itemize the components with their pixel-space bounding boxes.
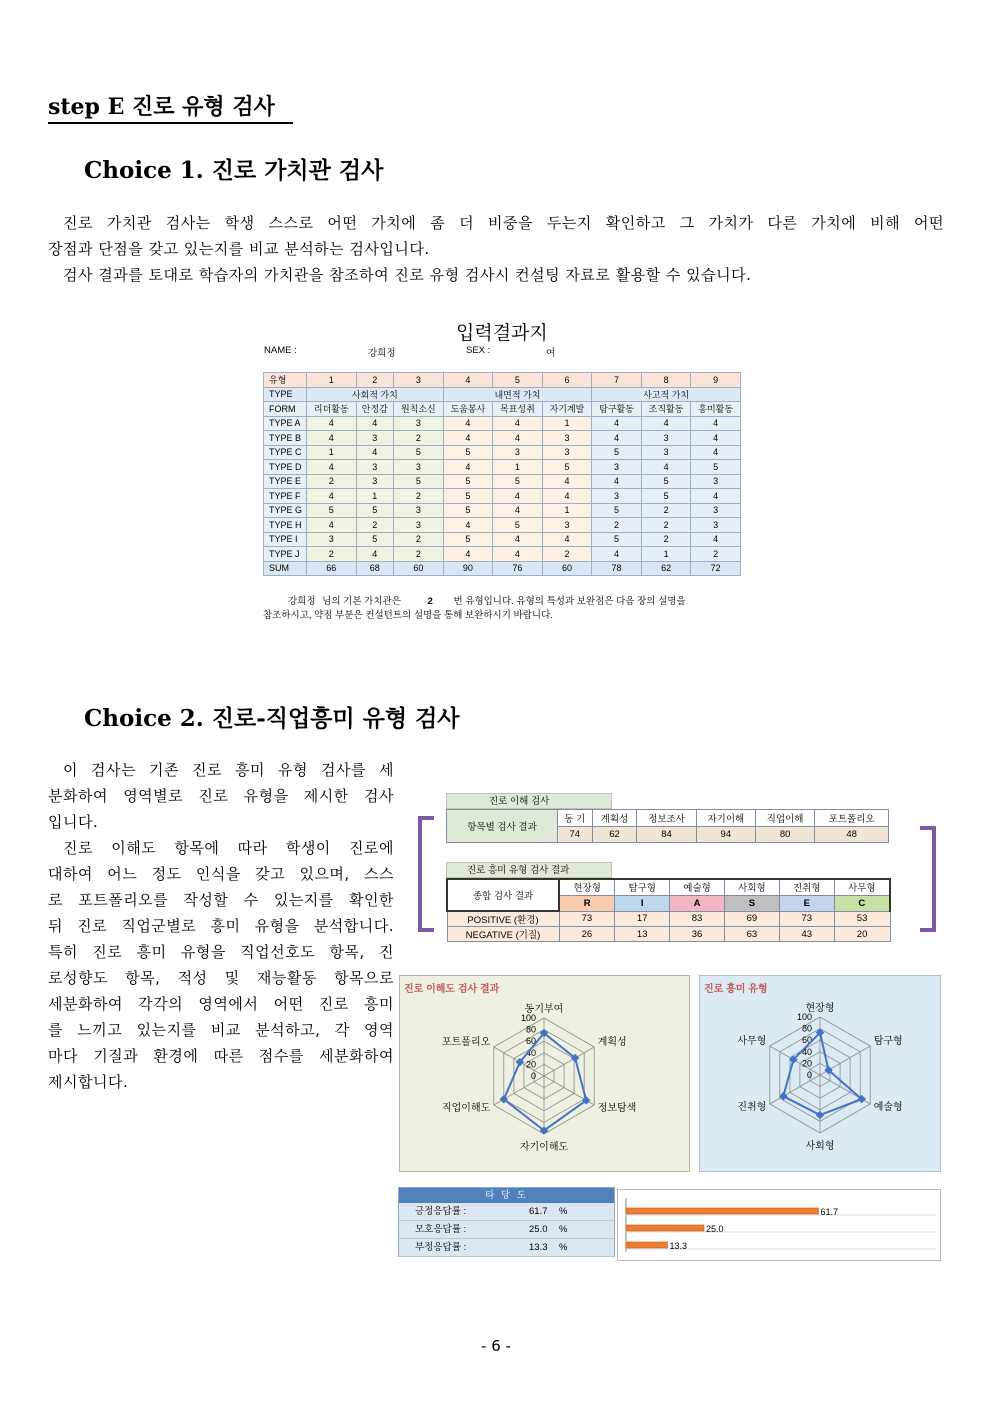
row-value: 4 bbox=[691, 431, 741, 446]
choice1-para1-line1: 진로 가치관 검사는 학생 스스로 어떤 가치에 좀 더 비중을 두는지 확인하고 그 가치가 다른 가치에 비해 어떤 bbox=[63, 214, 944, 232]
type-no-label: 유형 bbox=[264, 373, 307, 388]
validity-label: 부정응답률 : bbox=[415, 1242, 467, 1253]
interest-header: 탐구형 bbox=[615, 879, 670, 895]
table-row bbox=[264, 489, 741, 504]
choice2-line: 마다 기질과 환경에 따른 점수를 세분화하여 bbox=[48, 1047, 394, 1065]
choice2-line: 로성향도 항목, 적성 및 재능활동 항목으로 bbox=[48, 969, 394, 987]
understanding-value: 62 bbox=[592, 827, 637, 843]
form-name: 안정감 bbox=[356, 402, 394, 417]
choice1-title: Choice 1. 진로 가치관 검사 bbox=[84, 157, 384, 184]
row-value: 4 bbox=[356, 416, 394, 431]
positive-value: 17 bbox=[615, 911, 670, 927]
row-value: 3 bbox=[394, 460, 444, 475]
understanding-value: 48 bbox=[815, 827, 889, 843]
type-number: 6 bbox=[542, 373, 592, 388]
row-value: 5 bbox=[542, 460, 592, 475]
validity-bar-svg bbox=[618, 1190, 940, 1260]
negative-value: 63 bbox=[724, 927, 779, 942]
sex-label: SEX : bbox=[466, 345, 491, 356]
interest-title: 진로 흥미 유형 검사 결과 bbox=[446, 862, 612, 878]
type-number: 7 bbox=[592, 373, 642, 388]
row-value: 4 bbox=[592, 547, 642, 562]
row-value: 4 bbox=[691, 445, 741, 460]
form-name: 리더활동 bbox=[307, 402, 357, 417]
validity-row bbox=[399, 1221, 614, 1239]
sheet-note-line1 bbox=[288, 593, 686, 607]
row-value: 4 bbox=[307, 431, 357, 446]
understanding-header: 직업이해 bbox=[755, 810, 814, 827]
sheet-note-line2: 참조하시고, 약점 부분은 컨설턴트의 설명을 통해 보완하시기 바랍니다. bbox=[263, 610, 553, 621]
table-row bbox=[264, 431, 741, 446]
radar-tick-label: 20 bbox=[525, 1059, 536, 1070]
validity-label: 긍정응답률 : bbox=[415, 1206, 467, 1217]
form-name: 목표성취 bbox=[493, 402, 543, 417]
positive-value: 83 bbox=[670, 911, 725, 927]
note-mid: 님의 기본 가치관은 bbox=[322, 596, 401, 607]
radar-axis-label: 자기이해도 bbox=[519, 1142, 569, 1153]
negative-value: 26 bbox=[559, 927, 615, 942]
understanding-radar-panel bbox=[399, 975, 690, 1172]
validity-unit: % bbox=[559, 1242, 568, 1253]
form-name: 흥미활동 bbox=[691, 402, 741, 417]
row-value: 4 bbox=[691, 416, 741, 431]
row-value: 2 bbox=[394, 532, 444, 547]
radar2-title: 진로 흥미 유형 bbox=[704, 984, 768, 995]
row-label: TYPE J bbox=[264, 547, 307, 562]
validity-bar-label: 13.3 bbox=[669, 1241, 688, 1251]
negative-value: 20 bbox=[834, 927, 890, 942]
understanding-row-label: 항목별 검사 결과 bbox=[447, 810, 558, 843]
row-label: TYPE G bbox=[264, 503, 307, 518]
radar-point bbox=[779, 1092, 787, 1100]
row-value: 5 bbox=[443, 503, 493, 518]
row-value: 5 bbox=[443, 489, 493, 504]
understanding-value: 84 bbox=[637, 827, 696, 843]
choice2-title: Choice 2. 진로-직업흥미 유형 검사 bbox=[84, 705, 460, 732]
row-value: 5 bbox=[592, 532, 642, 547]
row-value: 3 bbox=[493, 445, 543, 460]
validity-block bbox=[398, 1187, 615, 1257]
row-value: 5 bbox=[443, 532, 493, 547]
name-value: 강희정 bbox=[368, 348, 396, 359]
form-name: 조직활동 bbox=[641, 402, 691, 417]
validity-bar-label: 25.0 bbox=[706, 1224, 724, 1234]
row-value: 1 bbox=[493, 460, 543, 475]
row-value: 2 bbox=[542, 547, 592, 562]
radar-tick-label: 0 bbox=[806, 1070, 812, 1080]
row-value: 4 bbox=[443, 431, 493, 446]
table-row bbox=[264, 416, 741, 431]
validity-bar-chart bbox=[617, 1189, 941, 1261]
row-value: 4 bbox=[493, 547, 543, 562]
radar-tick-label: 100 bbox=[796, 1012, 812, 1022]
row-value: 5 bbox=[592, 503, 642, 518]
form-name: 도움봉사 bbox=[443, 402, 493, 417]
validity-bar-label: 61.7 bbox=[820, 1207, 839, 1217]
row-value: 3 bbox=[592, 489, 642, 504]
understanding-value: 94 bbox=[696, 827, 755, 843]
interest-radar-panel bbox=[699, 975, 941, 1172]
radar-axis-label: 사무형 bbox=[737, 1036, 767, 1047]
row-value: 4 bbox=[592, 474, 642, 489]
positive-value: 73 bbox=[779, 911, 834, 927]
left-bracket bbox=[420, 818, 434, 930]
type-number: 3 bbox=[394, 373, 444, 388]
understanding-table bbox=[446, 809, 889, 843]
validity-row bbox=[399, 1239, 614, 1257]
radar-axis-label: 직업이해도 bbox=[441, 1103, 491, 1114]
row-value: 4 bbox=[493, 416, 543, 431]
radar-axis-label: 탐구형 bbox=[873, 1036, 903, 1047]
sex-value: 여 bbox=[546, 348, 556, 359]
type-number: 9 bbox=[691, 373, 741, 388]
row-value: 4 bbox=[356, 547, 394, 562]
understanding-header: 계획성 bbox=[592, 810, 637, 827]
interest-code: S bbox=[724, 895, 779, 911]
table-row bbox=[264, 460, 741, 475]
choice2-paragraph bbox=[48, 757, 394, 1095]
sum-value: 62 bbox=[641, 561, 691, 576]
page-number: - 6 - bbox=[481, 1337, 511, 1355]
row-value: 5 bbox=[443, 445, 493, 460]
interest-code: I bbox=[615, 895, 670, 911]
row-value: 5 bbox=[394, 474, 444, 489]
row-value: 4 bbox=[592, 416, 642, 431]
row-value: 2 bbox=[641, 518, 691, 533]
row-label: TYPE A bbox=[264, 416, 307, 431]
understanding-header: 정보조사 bbox=[637, 810, 696, 827]
interest-header: 사무형 bbox=[834, 879, 890, 895]
row-value: 2 bbox=[641, 532, 691, 547]
row-value: 2 bbox=[592, 518, 642, 533]
choice2-line: 진로 이해도 항목에 따라 학생이 진로에 bbox=[63, 839, 394, 857]
table-row bbox=[264, 518, 741, 533]
interest-code: A bbox=[670, 895, 725, 911]
form-name: 탐구활동 bbox=[592, 402, 642, 417]
row-value: 2 bbox=[307, 474, 357, 489]
row-value: 3 bbox=[356, 460, 394, 475]
sum-value: 78 bbox=[592, 561, 642, 576]
radar-axis-label: 현장형 bbox=[805, 1003, 835, 1014]
radar-spoke bbox=[544, 1047, 594, 1076]
choice2-line: 로 포트폴리오를 작성할 수 있는지를 확인한 bbox=[48, 891, 394, 909]
row-value: 3 bbox=[641, 431, 691, 446]
row-value: 4 bbox=[691, 489, 741, 504]
interest-header: 사회형 bbox=[724, 879, 779, 895]
value-group: 내면적 가치 bbox=[443, 387, 592, 402]
radar-tick-label: 40 bbox=[525, 1047, 536, 1058]
row-value: 3 bbox=[394, 416, 444, 431]
row-value: 5 bbox=[493, 474, 543, 489]
understanding-block bbox=[446, 793, 889, 843]
row-value: 4 bbox=[592, 431, 642, 446]
choice2-line: 분화하여 영역별로 진로 유형을 제시한 검사 bbox=[48, 787, 394, 805]
understanding-header: 자기이해 bbox=[696, 810, 755, 827]
radar1-title: 진로 이해도 검사 결과 bbox=[404, 984, 500, 995]
row-value: 2 bbox=[394, 431, 444, 446]
choice2-line: 이 검사는 기존 진로 흥미 유형 검사를 세 bbox=[63, 761, 394, 779]
type-number: 8 bbox=[641, 373, 691, 388]
table-row bbox=[264, 503, 741, 518]
choice1-para1-line2: 장점과 단점을 갖고 있는지를 비교 분석하는 검사입니다. bbox=[48, 240, 430, 258]
row-value: 1 bbox=[542, 503, 592, 518]
value-test-table bbox=[263, 372, 741, 576]
radar-tick-label: 100 bbox=[520, 1013, 536, 1023]
row-value: 4 bbox=[443, 518, 493, 533]
row-value: 4 bbox=[542, 474, 592, 489]
row-value: 3 bbox=[394, 503, 444, 518]
note-num: 2 bbox=[427, 596, 433, 607]
row-value: 4 bbox=[443, 460, 493, 475]
understanding-header: 동 기 bbox=[558, 810, 593, 827]
validity-title: 타 당 도 bbox=[399, 1188, 614, 1203]
interest-header: 예술형 bbox=[670, 879, 725, 895]
row-value: 3 bbox=[394, 518, 444, 533]
interest-code: E bbox=[779, 895, 834, 911]
understanding-title: 진로 이해 검사 bbox=[446, 793, 612, 809]
row-label: TYPE D bbox=[264, 460, 307, 475]
row-value: 4 bbox=[641, 460, 691, 475]
radar-spoke bbox=[770, 1075, 820, 1104]
row-label: TYPE E bbox=[264, 474, 307, 489]
row-value: 1 bbox=[641, 547, 691, 562]
radar1-chart bbox=[400, 976, 689, 1171]
type-label: TYPE bbox=[264, 387, 307, 402]
row-label: TYPE I bbox=[264, 532, 307, 547]
sum-value: 76 bbox=[493, 561, 543, 576]
negative-value: 36 bbox=[670, 927, 725, 942]
type-number: 2 bbox=[356, 373, 394, 388]
row-value: 3 bbox=[691, 518, 741, 533]
type-number: 5 bbox=[493, 373, 543, 388]
radar2-chart bbox=[700, 976, 940, 1171]
row-value: 3 bbox=[542, 431, 592, 446]
row-value: 3 bbox=[542, 518, 592, 533]
row-value: 1 bbox=[542, 416, 592, 431]
row-value: 4 bbox=[307, 518, 357, 533]
row-value: 4 bbox=[493, 489, 543, 504]
interest-header: 현장형 bbox=[559, 879, 615, 895]
radar-tick-label: 60 bbox=[801, 1035, 812, 1046]
understanding-value: 74 bbox=[558, 827, 593, 843]
row-value: 4 bbox=[542, 532, 592, 547]
row-value: 4 bbox=[542, 489, 592, 504]
positive-value: 69 bbox=[724, 911, 779, 927]
choice2-line: 를 느끼고 있는지를 비교 분석하고, 각 영역 bbox=[48, 1021, 394, 1039]
row-value: 2 bbox=[356, 518, 394, 533]
negative-value: 13 bbox=[615, 927, 670, 942]
validity-bar bbox=[626, 1225, 704, 1231]
note-rest: 번 유형입니다. 유형의 특성과 보완점은 다음 장의 설명을 bbox=[453, 596, 686, 607]
positive-value: 53 bbox=[834, 911, 890, 927]
understanding-value: 80 bbox=[755, 827, 814, 843]
form-label: FORM bbox=[264, 402, 307, 417]
interest-block bbox=[446, 862, 891, 942]
row-value: 3 bbox=[691, 503, 741, 518]
row-value: 2 bbox=[307, 547, 357, 562]
interest-code: C bbox=[834, 895, 890, 911]
row-value: 5 bbox=[394, 445, 444, 460]
choice1-para2: 검사 결과를 토대로 학습자의 가치관을 참조하여 진로 유형 검사시 컨설팅 자료로 활용할 수 있습니다. bbox=[63, 266, 752, 284]
row-value: 4 bbox=[493, 431, 543, 446]
row-value: 4 bbox=[443, 547, 493, 562]
radar-axis-label: 정보탐색 bbox=[597, 1103, 637, 1114]
sum-label: SUM bbox=[264, 561, 307, 576]
sum-value: 72 bbox=[691, 561, 741, 576]
interest-row-label: 종합 검사 결과 bbox=[447, 879, 559, 911]
row-value: 5 bbox=[356, 503, 394, 518]
row-value: 5 bbox=[356, 532, 394, 547]
row-value: 5 bbox=[443, 474, 493, 489]
validity-label: 모호응답률 : bbox=[415, 1224, 467, 1235]
positive-label: POSITIVE (환경) bbox=[447, 911, 559, 927]
validity-unit: % bbox=[559, 1206, 568, 1217]
row-value: 1 bbox=[307, 445, 357, 460]
row-value: 4 bbox=[356, 445, 394, 460]
value-group: 사고적 가치 bbox=[592, 387, 741, 402]
row-value: 4 bbox=[307, 416, 357, 431]
choice2-line: 세분화하여 각각의 영역에서 어떤 진로 흥미 bbox=[48, 995, 394, 1013]
note-name: 강희정 bbox=[288, 596, 316, 607]
radar-tick-label: 20 bbox=[801, 1058, 812, 1069]
row-label: TYPE H bbox=[264, 518, 307, 533]
radar-tick-label: 60 bbox=[525, 1036, 536, 1047]
choice2-line: 특히 진로 흥미 유형을 직업선호도 항목, 진 bbox=[48, 943, 394, 961]
sum-value: 60 bbox=[542, 561, 592, 576]
choice2-line: 입니다. bbox=[48, 813, 99, 831]
choice2-line: 대하여 어느 정도 인식을 갖고 있으며, 스스 bbox=[48, 865, 394, 883]
row-value: 2 bbox=[394, 547, 444, 562]
validity-value: 25.0 bbox=[529, 1224, 548, 1235]
radar-tick-label: 80 bbox=[525, 1024, 536, 1035]
row-value: 1 bbox=[356, 489, 394, 504]
row-value: 5 bbox=[691, 460, 741, 475]
row-value: 3 bbox=[592, 460, 642, 475]
row-value: 2 bbox=[691, 547, 741, 562]
validity-bar bbox=[626, 1242, 667, 1248]
radar-point bbox=[816, 1111, 824, 1119]
sum-value: 68 bbox=[356, 561, 394, 576]
validity-unit: % bbox=[559, 1224, 568, 1235]
negative-label: NEGATIVE (기질) bbox=[447, 927, 559, 942]
radar-axis-label: 동기부여 bbox=[524, 1004, 564, 1015]
row-value: 3 bbox=[307, 532, 357, 547]
choice2-line: 뒤 진로 직업군별로 흥미 유형을 분석합니다. bbox=[48, 917, 394, 935]
row-value: 5 bbox=[641, 474, 691, 489]
row-value: 2 bbox=[394, 489, 444, 504]
row-value: 4 bbox=[691, 532, 741, 547]
sum-value: 90 bbox=[443, 561, 493, 576]
row-value: 4 bbox=[641, 416, 691, 431]
radar-axis-label: 계획성 bbox=[597, 1037, 627, 1048]
type-number: 4 bbox=[443, 373, 493, 388]
radar-tick-label: 0 bbox=[530, 1071, 536, 1081]
radar-axis-label: 진취형 bbox=[737, 1102, 767, 1113]
table-row bbox=[264, 532, 741, 547]
validity-bar bbox=[626, 1208, 819, 1214]
row-value: 3 bbox=[542, 445, 592, 460]
interest-table bbox=[446, 878, 891, 942]
positive-value: 73 bbox=[559, 911, 615, 927]
name-label: NAME : bbox=[264, 345, 297, 356]
row-value: 5 bbox=[641, 489, 691, 504]
row-value: 4 bbox=[307, 460, 357, 475]
choice1-paragraph bbox=[48, 210, 944, 288]
understanding-header: 포트폴리오 bbox=[815, 810, 889, 827]
choice2-line: 제시합니다. bbox=[48, 1073, 129, 1091]
row-label: TYPE F bbox=[264, 489, 307, 504]
row-value: 5 bbox=[307, 503, 357, 518]
table-row bbox=[264, 474, 741, 489]
validity-value: 61.7 bbox=[529, 1206, 548, 1217]
negative-value: 43 bbox=[779, 927, 834, 942]
value-group: 사회적 가치 bbox=[307, 387, 444, 402]
row-value: 4 bbox=[443, 416, 493, 431]
row-label: TYPE B bbox=[264, 431, 307, 446]
row-value: 4 bbox=[493, 532, 543, 547]
form-name: 자기계발 bbox=[542, 402, 592, 417]
sum-value: 60 bbox=[394, 561, 444, 576]
step-title: step E 진로 유형 검사 bbox=[48, 92, 293, 124]
row-value: 2 bbox=[641, 503, 691, 518]
right-bracket bbox=[920, 828, 934, 930]
row-value: 5 bbox=[592, 445, 642, 460]
form-name: 원칙소신 bbox=[394, 402, 444, 417]
interest-header: 진취형 bbox=[779, 879, 834, 895]
row-value: 4 bbox=[307, 489, 357, 504]
row-value: 3 bbox=[356, 431, 394, 446]
row-value: 5 bbox=[493, 518, 543, 533]
radar-axis-label: 사회형 bbox=[805, 1141, 835, 1152]
sum-value: 66 bbox=[307, 561, 357, 576]
table-row bbox=[264, 547, 741, 562]
row-value: 3 bbox=[356, 474, 394, 489]
row-value: 3 bbox=[641, 445, 691, 460]
radar-tick-label: 80 bbox=[801, 1023, 812, 1034]
validity-row bbox=[399, 1203, 614, 1221]
radar-axis-label: 예술형 bbox=[873, 1102, 903, 1113]
interest-code: R bbox=[559, 895, 615, 911]
row-value: 3 bbox=[691, 474, 741, 489]
table-row bbox=[264, 445, 741, 460]
row-label: TYPE C bbox=[264, 445, 307, 460]
validity-value: 13.3 bbox=[529, 1242, 548, 1253]
row-value: 4 bbox=[493, 503, 543, 518]
radar-tick-label: 40 bbox=[801, 1046, 812, 1057]
sheet-title: 입력결과지 bbox=[456, 323, 548, 344]
type-number: 1 bbox=[307, 373, 357, 388]
validity-rows bbox=[399, 1203, 614, 1257]
radar-axis-label: 포트폴리오 bbox=[441, 1037, 491, 1048]
